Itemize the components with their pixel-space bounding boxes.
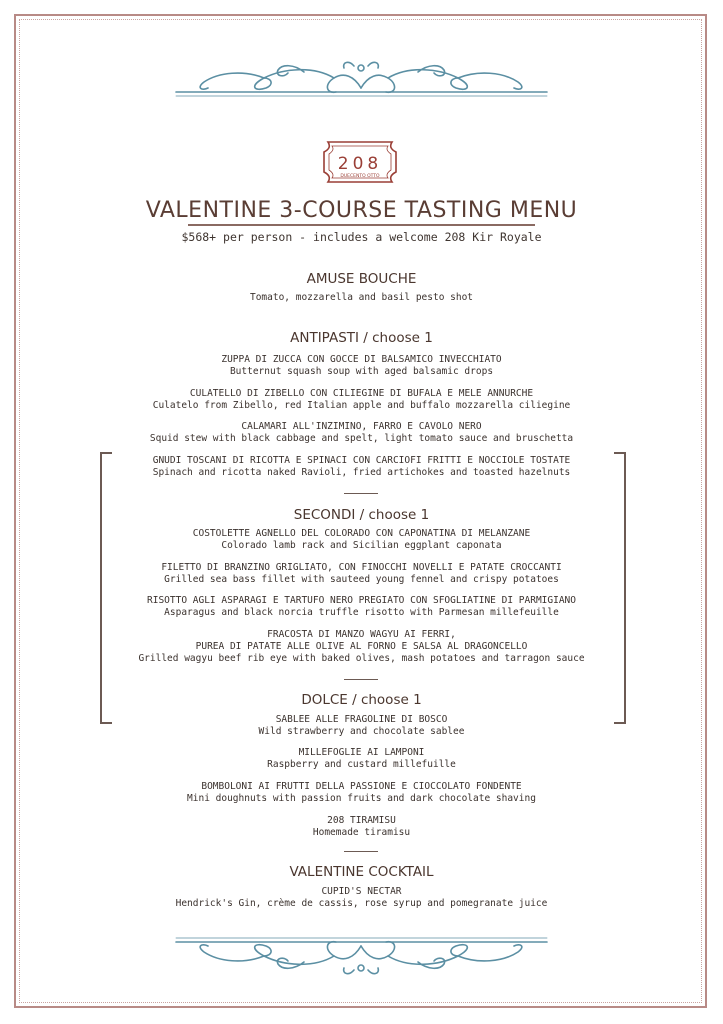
secondi-item-name: FILETTO DI BRANZINO GRIGLIATO, CON FINOCCHI NOVELLI E PATATE CROCCANTI bbox=[161, 562, 562, 573]
secondi-item-desc: Grilled wagyu beef rib eye with baked olives, mash potatoes and tarragon sauce bbox=[138, 653, 585, 664]
antipasti-item-name: GNUDI TOSCANI DI RICOTTA E SPINACI CON CARCIOFI FRITTI E NOCCIOLE TOSTATE bbox=[152, 455, 571, 466]
section-divider bbox=[344, 679, 378, 680]
left-bracket bbox=[100, 452, 112, 724]
amuse-title: AMUSE BOUCHE bbox=[306, 271, 417, 287]
dolce-item-name: MILLEFOGLIE AI LAMPONI bbox=[298, 747, 425, 758]
antipasti-item-desc: Spinach and ricotta naked Ravioli, fried artichokes and toasted hazelnuts bbox=[152, 467, 571, 478]
secondi-item-desc: Asparagus and black norcia truffle risotto with Parmesan millefeuille bbox=[164, 607, 559, 618]
secondi-item-desc: Grilled sea bass fillet with sauteed young fennel and crispy potatoes bbox=[164, 574, 559, 585]
antipasti-item-name: CALAMARI ALL'INZIMINO, FARRO E CAVOLO NERO bbox=[241, 421, 482, 432]
menu-subtitle: $568+ per person - includes a welcome 208 Kir Royale bbox=[181, 230, 542, 244]
amuse-desc: Tomato, mozzarella and basil pesto shot bbox=[249, 292, 474, 303]
dolce-item-desc: Wild strawberry and chocolate sablee bbox=[258, 726, 465, 737]
dolce-item-desc: Homemade tiramisu bbox=[312, 827, 411, 838]
secondi-title: SECONDI / choose 1 bbox=[293, 507, 430, 523]
top-ornament-icon bbox=[174, 58, 549, 108]
cocktail-name: CUPID'S NECTAR bbox=[321, 886, 402, 897]
secondi-item-name: COSTOLETTE AGNELLO DEL COLORADO CON CAPONATINA DI MELANZANE bbox=[192, 528, 531, 539]
antipasti-item-desc: Butternut squash soup with aged balsamic drops bbox=[229, 366, 494, 377]
dolce-item-desc: Raspberry and custard millefuille bbox=[267, 759, 456, 770]
menu-title: VALENTINE 3-COURSE TASTING MENU bbox=[145, 198, 578, 223]
antipasti-item-name: ZUPPA DI ZUCCA CON GOCCE DI BALSAMICO INVECCHIATO bbox=[221, 354, 502, 365]
dolce-item-desc: Mini doughnuts with passion fruits and dark chocolate shaving bbox=[187, 793, 536, 804]
dolce-item-name: BOMBOLONI AI FRUTTI DELLA PASSIONE E CIOCCOLATO FONDENTE bbox=[201, 781, 522, 792]
antipasti-item-desc: Culatelo from Zibello, red Italian apple and buffalo mozzarella ciliegine bbox=[152, 400, 571, 411]
dolce-title: DOLCE / choose 1 bbox=[301, 692, 422, 708]
title-underline bbox=[188, 224, 535, 226]
antipasti-item-desc: Squid stew with black cabbage and spelt, light tomato sauce and bruschetta bbox=[149, 433, 574, 444]
cocktail-title: VALENTINE COCKTAIL bbox=[289, 864, 434, 880]
logo-number: 208 bbox=[337, 154, 383, 174]
antipasti-item-name: CULATELLO DI ZIBELLO CON CILIEGINE DI BUFALA E MELE ANNURCHE bbox=[189, 388, 534, 399]
section-divider bbox=[344, 493, 378, 494]
secondi-item-name: RISOTTO AGLI ASPARAGI E TARTUFO NERO PREGIATO CON SFOGLIATINE DI PARMIGIANO bbox=[147, 595, 576, 606]
section-divider bbox=[344, 851, 378, 852]
secondi-item-desc: Colorado lamb rack and Sicilian eggplant caponata bbox=[221, 540, 502, 551]
cocktail-desc: Hendrick's Gin, crème de cassis, rose syrup and pomegranate juice bbox=[175, 898, 548, 909]
restaurant-logo-icon bbox=[314, 136, 406, 188]
secondi-item-name: FRACOSTA DI MANZO WAGYU AI FERRI, bbox=[267, 629, 456, 640]
bottom-ornament-icon bbox=[174, 932, 549, 982]
antipasti-title: ANTIPASTI / choose 1 bbox=[290, 330, 433, 346]
dolce-item-name: 208 TIRAMISU bbox=[327, 815, 396, 826]
secondi-item-name-line2: PUREA DI PATATE ALLE OLIVE AL FORNO E SALSA AL DRAGONCELLO bbox=[195, 641, 528, 652]
right-bracket bbox=[614, 452, 626, 724]
logo-tagline: DUECENTO OTTO bbox=[340, 174, 380, 179]
dolce-item-name: SABLEE ALLE FRAGOLINE DI BOSCO bbox=[275, 714, 448, 725]
